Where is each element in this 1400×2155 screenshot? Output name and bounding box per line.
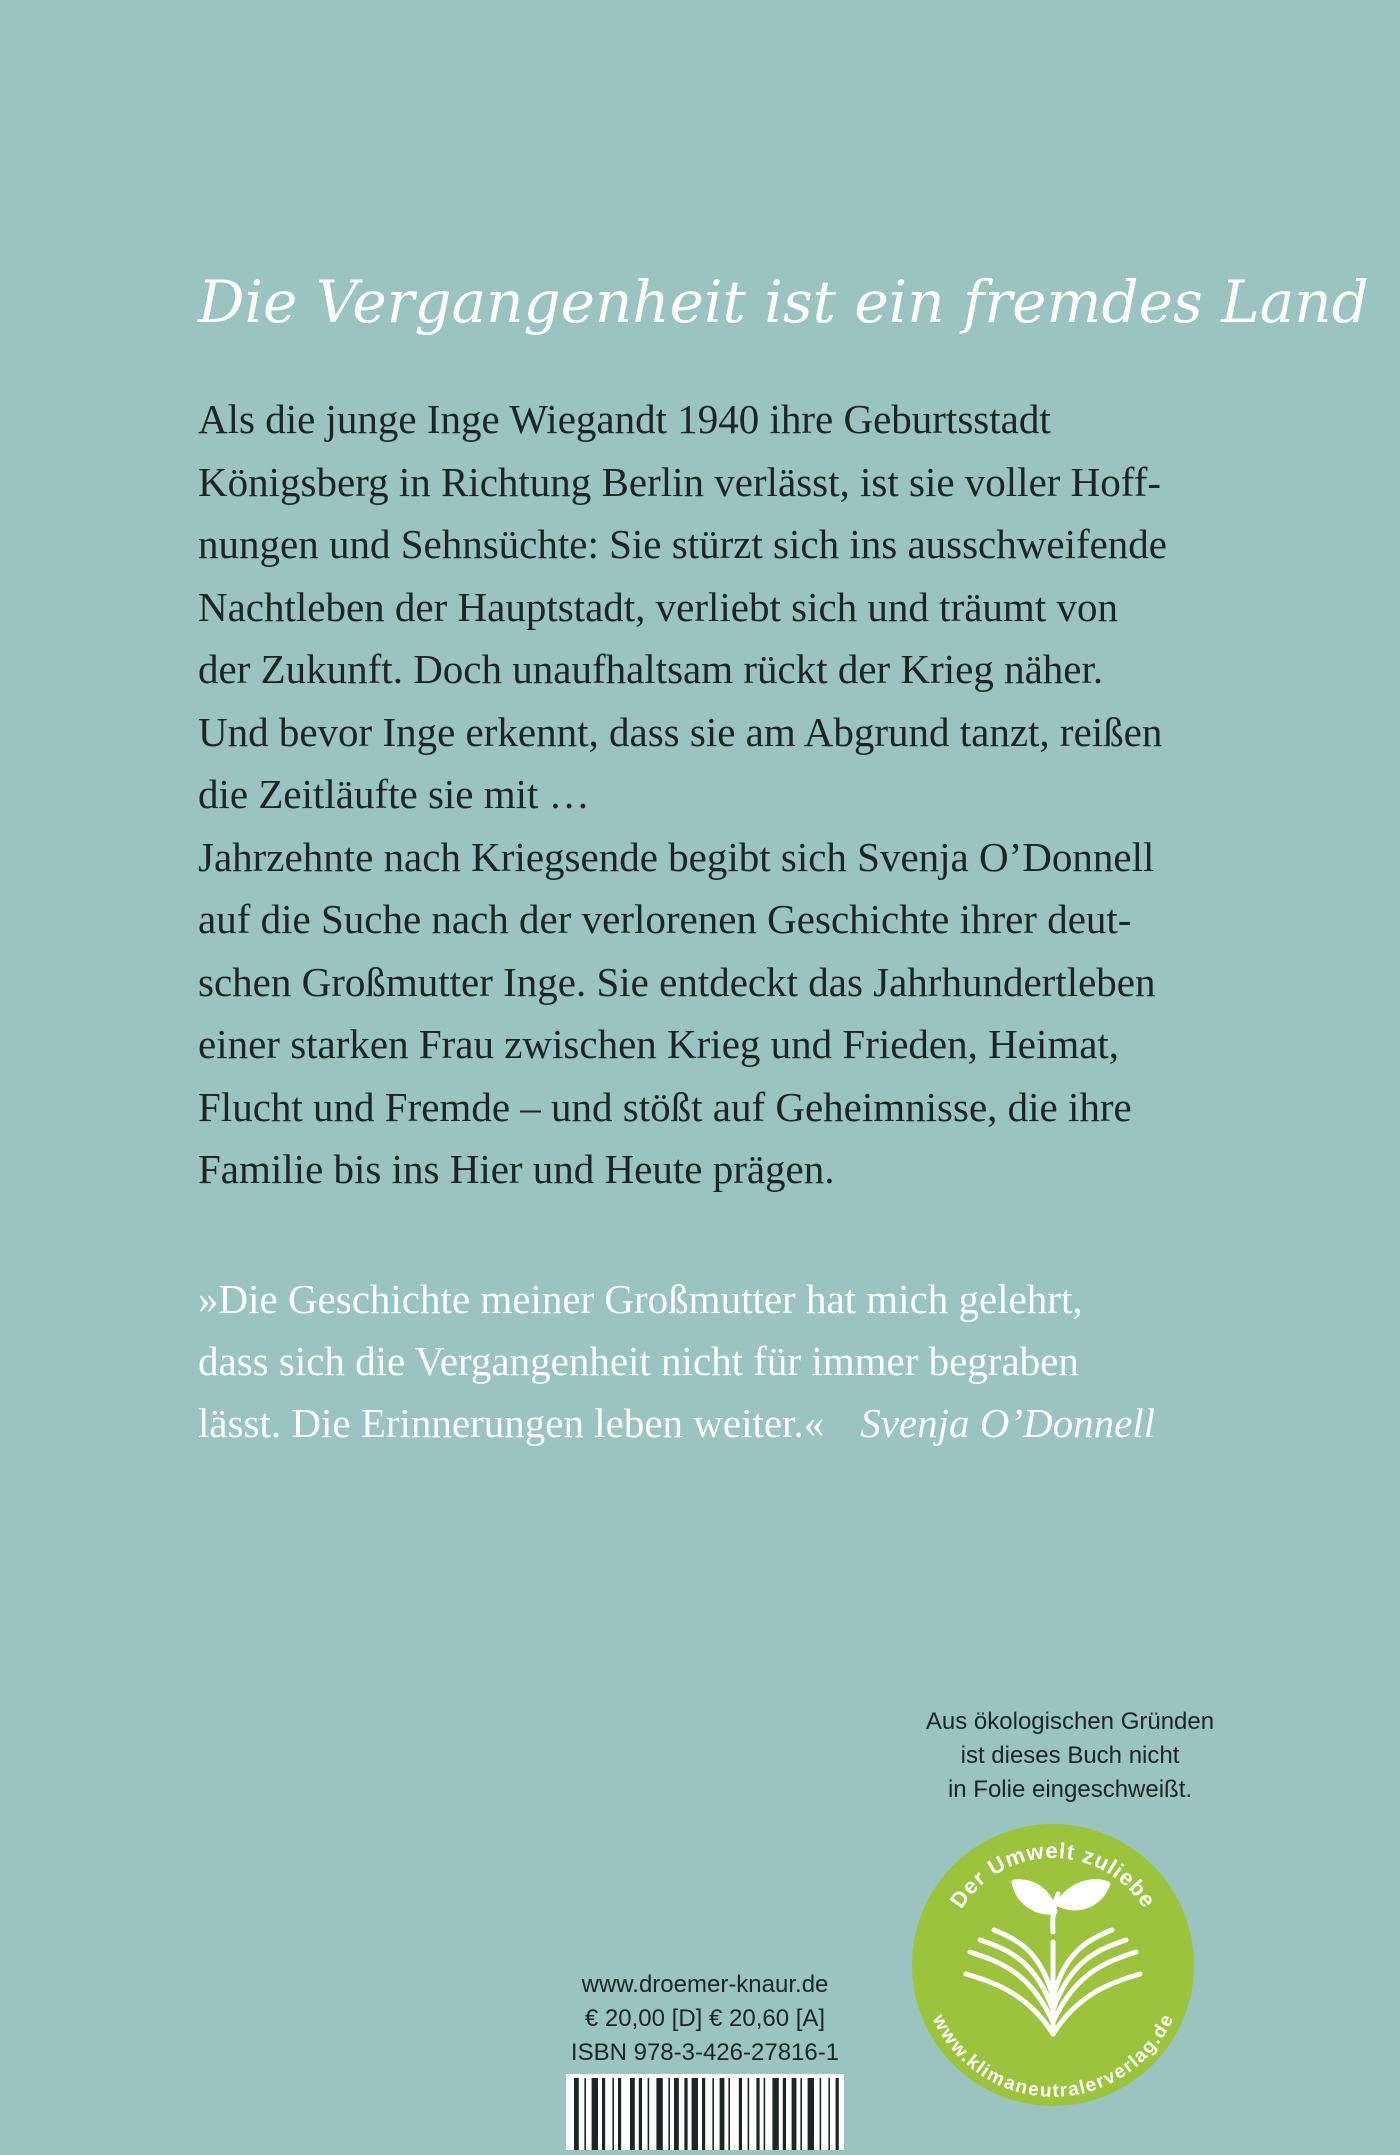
barcode-bar [592,2078,598,2150]
barcode-bar [836,2078,839,2150]
barcode-bar [720,2078,725,2150]
barcode-bar [728,2078,730,2150]
barcode-bar [756,2078,759,2150]
blurb-line: Flucht und Fremde – und stößt auf Geheimnisse, die ihre [198,1083,1132,1130]
eco-badge-bottom-text: www.klimaneutralerverlag.de [927,2011,1179,2102]
blurb-line: Und bevor Inge erkennt, dass sie am Abgrund tanzt, reißen [198,708,1163,755]
barcode-bar [800,2078,802,2150]
blurb-line: einer starken Frau zwischen Krieg und Frieden, Heimat, [198,1021,1120,1067]
barcode-bar [584,2078,586,2150]
barcode-bar [668,2078,670,2150]
eco-note-line: ist dieses Buch nicht [960,1742,1180,1769]
quote-line: »Die Geschichte meiner Großmutter hat mich gelehrt, [198,1276,1083,1322]
eco-badge-top-text: Der Umwelt zuliebe [944,1837,1162,1913]
barcode-bar [684,2078,687,2150]
blurb-line: Jahrzehnte nach Kriegsende begibt sich Svenja O’Donnell [198,833,1155,880]
blurb-line: der Zukunft. Doch unaufhaltsam rückt der Krieg näher. [198,646,1104,692]
eco-note-line: in Folie eingeschweißt. [947,1776,1193,1803]
barcode-bar [712,2078,714,2150]
blurb-line: Nachtleben der Hauptstadt, verliebt sich und träumt von [198,583,1118,630]
barcode-bar [764,2078,766,2150]
barcode-bar [602,2078,605,2150]
blurb-line: Familie bis ins Hier und Heute prägen. [198,1146,835,1192]
barcode-bar [702,2078,705,2150]
barcode-bar [828,2078,830,2150]
quote-author: Svenja O’Donnell [860,1400,1156,1446]
barcode-bar [618,2078,621,2150]
barcode-bar [739,2078,742,2150]
barcode-bar [574,2078,579,2150]
barcode-bar [612,2078,614,2150]
barcode-bar [692,2078,698,2150]
tagline: Die Vergangenheit ist ein fremdes Land [198,268,1369,336]
barcode-bars [566,2074,844,2150]
eco-badge [910,1822,1196,2108]
blurb-line: Als die junge Inge Wiegandt 1940 ihre Geburtsstadt [198,396,1051,442]
blurb-line: auf die Suche nach der verlorenen Geschichte ihrer deut- [198,896,1132,942]
barcode-bar [783,2078,786,2150]
barcode-bar [639,2078,642,2150]
eco-note [880,1705,1260,1807]
author-quote [198,1268,1208,1454]
barcode-bar [656,2078,662,2150]
blurb-line: die Zeitläufte sie mit … [198,771,590,817]
barcode-bar [820,2078,822,2150]
blurb-line: Königsberg in Richtung Berlin verlässt, ist sie voller Hoff- [198,458,1161,505]
blurb-text [198,388,1208,1201]
eco-note-line: Aus ökologischen Gründen [925,1708,1215,1735]
quote-line-last [198,1392,1208,1454]
publisher-info [560,1968,850,2070]
barcode-bar [772,2078,778,2150]
isbn-label: ISBN 978-3-426-27816-1 [570,2039,840,2066]
barcode-bar [792,2078,797,2150]
barcode-bar [674,2078,679,2150]
quote-line: lässt. Die Erinnerungen leben weiter.« [198,1400,825,1446]
barcode-bar [748,2078,750,2150]
blurb-line: nungen und Sehnsüchte: Sie stürzt sich ins ausschweifende [198,521,1168,567]
price-label: € 20,00 [D] € 20,60 [A] [584,2005,826,2032]
quote-line: dass sich die Vergangenheit nicht für immer begraben [198,1338,1079,1384]
blurb-line: schen Großmutter Inge. Sie entdeckt das Jahrhundertleben [198,958,1156,1005]
barcode-bar [648,2078,650,2150]
barcode-bar [630,2078,635,2150]
barcode-bar [808,2078,814,2150]
publisher-website: www.droemer-knaur.de [581,1971,829,1998]
barcode [566,2074,844,2150]
